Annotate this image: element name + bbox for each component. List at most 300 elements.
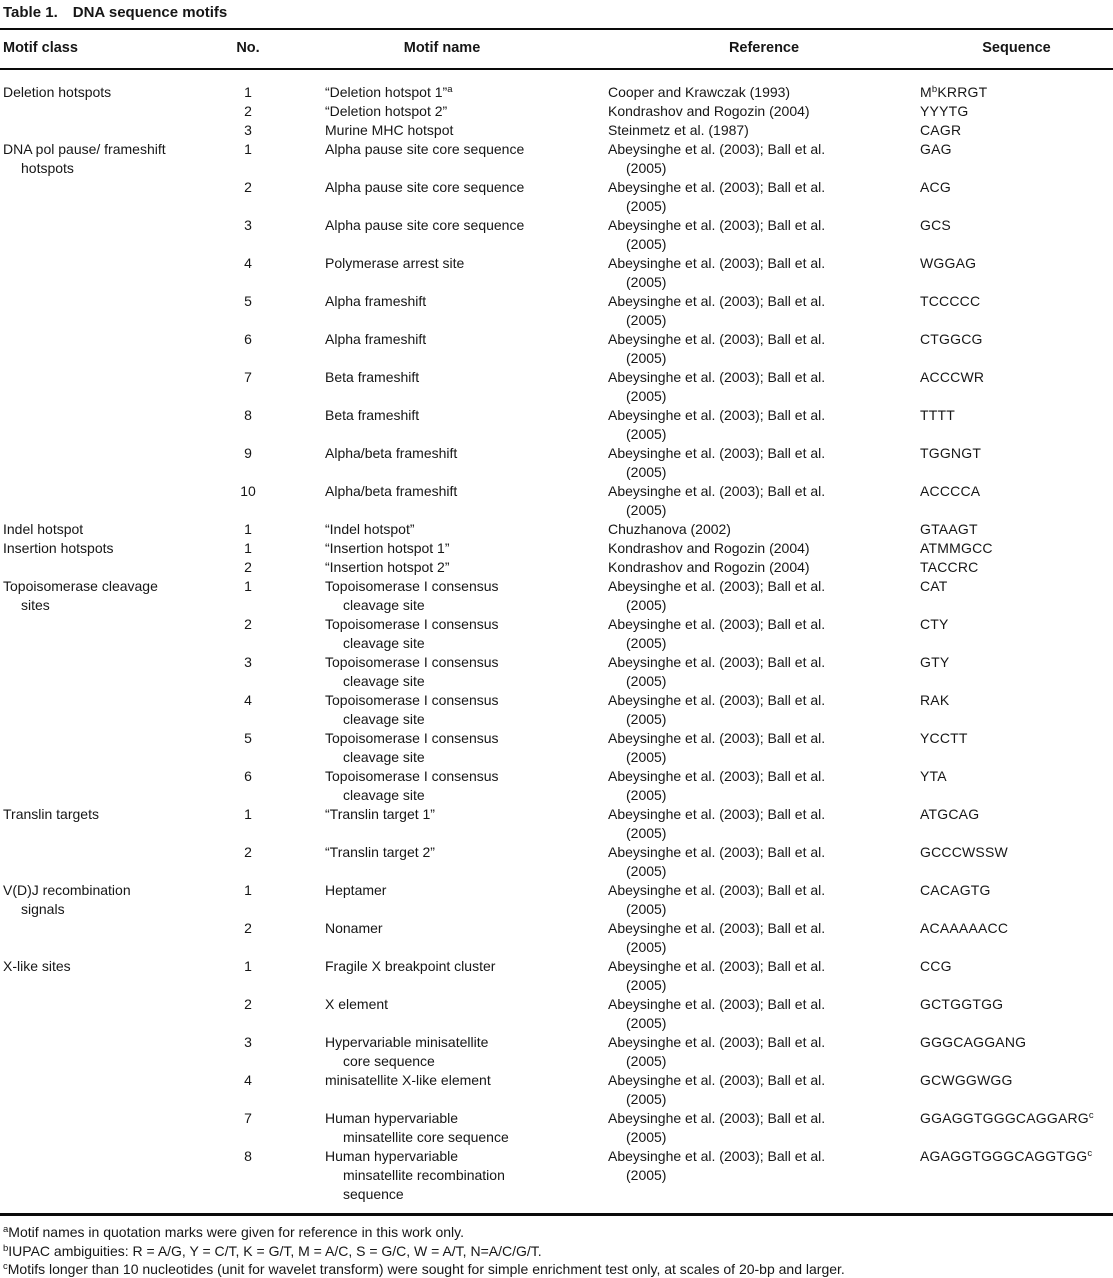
motif-name-line: Alpha pause site core sequence — [325, 179, 525, 195]
cell-sequence: GCS — [920, 217, 951, 233]
cell-reference — [608, 995, 920, 1033]
reference-line: Abeysinghe et al. (2003); Ball et al. — [608, 255, 826, 271]
cell-no: 1 — [244, 882, 252, 898]
cell-reference — [608, 558, 920, 577]
reference-line: Chuzhanova (2002) — [608, 521, 731, 537]
cell-sequence: GCCCWSSW — [920, 844, 1008, 860]
table-row — [220, 140, 1113, 178]
cell-reference — [608, 919, 920, 957]
cell-no: 6 — [244, 768, 252, 784]
table-group — [0, 805, 1113, 881]
motif-name-line: “Indel hotspot” — [325, 521, 415, 537]
table-row — [220, 653, 1113, 691]
motif-class-line: signals — [21, 901, 65, 917]
cell-reference — [608, 691, 920, 729]
reference-line: (2005) — [626, 787, 667, 803]
cell-motif-name — [276, 406, 608, 444]
table-row — [220, 1109, 1113, 1147]
cell-sequence: ACCCWR — [920, 369, 985, 385]
cell-no: 3 — [244, 1034, 252, 1050]
motif-name-line: Hypervariable minisatellite — [325, 1034, 489, 1050]
table-row — [220, 121, 1113, 140]
cell-sequence: GTY — [920, 654, 950, 670]
reference-line: Abeysinghe et al. (2003); Ball et al. — [608, 578, 826, 594]
cell-no: 8 — [244, 407, 252, 423]
table-row — [220, 577, 1113, 615]
reference-line: Abeysinghe et al. (2003); Ball et al. — [608, 692, 826, 708]
col-header-reference: Reference — [728, 40, 800, 56]
reference-line: (2005) — [626, 274, 667, 290]
reference-line: (2005) — [626, 977, 667, 993]
cell-sequence: CAGR — [920, 122, 962, 138]
table-row — [220, 881, 1113, 919]
cell-no: 1 — [244, 84, 252, 100]
motif-name-line: minisatellite X-like element — [325, 1072, 491, 1088]
motif-name-line: “Insertion hotspot 2” — [325, 559, 450, 575]
cell-reference — [608, 292, 920, 330]
cell-no: 2 — [244, 103, 252, 119]
motif-name-line: Beta frameshift — [325, 407, 420, 423]
cell-motif-name — [276, 1147, 608, 1204]
motif-name-line: X element — [325, 996, 389, 1012]
cell-no: 3 — [244, 654, 252, 670]
cell-no: 2 — [244, 179, 252, 195]
footnote-marker: a — [3, 1224, 9, 1235]
cell-no: 5 — [244, 293, 252, 309]
cell-motif-class — [0, 140, 220, 520]
cell-motif-name — [276, 691, 608, 729]
reference-line: Abeysinghe et al. (2003); Ball et al. — [608, 730, 826, 746]
reference-line: Abeysinghe et al. (2003); Ball et al. — [608, 217, 826, 233]
motif-name-line: Alpha frameshift — [325, 293, 427, 309]
cell-sequence: ACAAAAACC — [920, 920, 1009, 936]
cell-no: 2 — [244, 559, 252, 575]
reference-line: Steinmetz et al. (1987) — [608, 122, 749, 138]
reference-line: Abeysinghe et al. (2003); Ball et al. — [608, 806, 826, 822]
footnote: $^b$IUPAC ambiguities: R = A/G, Y = C/T, K = G/T, M = A/C, S = G/C, W = A/T, N=A/C/G/T. — [3, 1242, 542, 1259]
table-row — [220, 767, 1113, 805]
motif-name-line: Human hypervariable — [325, 1110, 459, 1126]
motif-name-line: cleavage site — [343, 635, 425, 651]
table-group — [0, 520, 1113, 539]
table-title-text: DNA sequence motifs — [72, 4, 228, 21]
cell-motif-class — [0, 805, 220, 881]
table-group — [0, 881, 1113, 957]
cell-motif-name — [276, 919, 608, 957]
cell-motif-name — [276, 121, 608, 140]
cell-sequence: GAG — [920, 141, 952, 157]
col-header-no: No. — [236, 40, 260, 56]
table-body — [0, 70, 1113, 1204]
motif-name-line: “Translin target 2” — [325, 844, 435, 860]
motif-class-line: DNA pol pause/ frameshift — [3, 141, 166, 157]
cell-motif-name — [276, 520, 608, 539]
cell-reference — [608, 577, 920, 615]
cell-sequence: YYYTG — [920, 103, 969, 119]
motif-name-line: Alpha pause site core sequence — [325, 141, 525, 157]
cell-no: 3 — [244, 122, 252, 138]
table-row — [220, 83, 1113, 102]
cell-no: 1 — [244, 806, 252, 822]
reference-line: Abeysinghe et al. (2003); Ball et al. — [608, 920, 826, 936]
cell-sequence: CTY — [920, 616, 949, 632]
cell-sequence: CCG — [920, 958, 952, 974]
group-rows — [220, 805, 1113, 881]
table-row — [220, 1071, 1113, 1109]
cell-reference — [608, 216, 920, 254]
table-group — [0, 577, 1113, 805]
cell-motif-name — [276, 805, 608, 843]
cell-sequence: TTTT — [920, 407, 956, 423]
cell-reference — [608, 1109, 920, 1147]
table-title — [0, 0, 1113, 28]
motif-name-line: “Insertion hotspot 1” — [325, 540, 450, 556]
cell-no: 1 — [244, 540, 252, 556]
motif-name-line: Topoisomerase I consensus — [325, 616, 499, 632]
cell-reference — [608, 121, 920, 140]
cell-motif-class — [0, 83, 220, 140]
cell-motif-name — [276, 558, 608, 577]
cell-no: 2 — [244, 844, 252, 860]
cell-no: 3 — [244, 217, 252, 233]
cell-sequence: TACCRC — [920, 559, 979, 575]
cell-motif-name — [276, 767, 608, 805]
cell-reference — [608, 520, 920, 539]
cell-no: 6 — [244, 331, 252, 347]
reference-line: Abeysinghe et al. (2003); Ball et al. — [608, 996, 826, 1012]
motif-name-line: Topoisomerase I consensus — [325, 768, 499, 784]
motif-class-line: Indel hotspot — [3, 521, 84, 537]
cell-no: 4 — [244, 1072, 252, 1088]
reference-line: (2005) — [626, 388, 667, 404]
table-group — [0, 957, 1113, 1204]
motif-name-line: sequence — [343, 1186, 404, 1202]
cell-reference — [608, 1147, 920, 1204]
motif-class-line: X-like sites — [3, 958, 71, 974]
motif-name-line: Topoisomerase I consensus — [325, 654, 499, 670]
cell-motif-name — [276, 881, 608, 919]
cell-sequence: AGAGGTGGGCAGGTGG$^c$ — [920, 1148, 1093, 1164]
cell-reference — [608, 539, 920, 558]
reference-line: (2005) — [626, 939, 667, 955]
table-row — [220, 558, 1113, 577]
reference-line: (2005) — [626, 160, 667, 176]
table-row — [220, 292, 1113, 330]
motif-name-line: Alpha frameshift — [325, 331, 427, 347]
cell-motif-name — [276, 615, 608, 653]
cell-sequence: ACCCCA — [920, 483, 981, 499]
cell-motif-name — [276, 653, 608, 691]
reference-line: (2005) — [626, 825, 667, 841]
motif-name-line: Alpha pause site core sequence — [325, 217, 525, 233]
cell-motif-name — [276, 957, 608, 995]
cell-motif-class — [0, 520, 220, 539]
footnote-marker: b — [3, 1242, 9, 1254]
cell-no: 4 — [244, 692, 252, 708]
motif-name-line: Alpha/beta frameshift — [325, 445, 458, 461]
cell-sequence: WGGAG — [920, 255, 977, 271]
cell-reference — [608, 653, 920, 691]
footnote: $^c$Motifs longer than 10 nucleotides (unit for wavelet transform) were sought for simple enrichment test only, at scales of 20-bp and larger. — [3, 1261, 845, 1277]
cell-motif-name — [276, 1071, 608, 1109]
reference-line: (2005) — [626, 863, 667, 879]
cell-no: 9 — [244, 445, 252, 461]
table-row — [220, 444, 1113, 482]
cell-no: 4 — [244, 255, 252, 271]
superscript-marker: c — [1087, 1148, 1093, 1159]
cell-sequence: CACAGTG — [920, 882, 991, 898]
cell-no: 1 — [244, 958, 252, 974]
reference-line: (2005) — [626, 597, 667, 613]
reference-line: Kondrashov and Rogozin (2004) — [608, 103, 810, 119]
reference-line: (2005) — [626, 749, 667, 765]
cell-motif-name — [276, 254, 608, 292]
cell-sequence: GGGCAGGANG — [920, 1034, 1027, 1050]
group-rows — [220, 520, 1113, 539]
table-row — [220, 368, 1113, 406]
motif-class-line: Deletion hotspots — [3, 84, 112, 100]
col-header-motif-class: Motif class — [3, 40, 78, 56]
reference-line: (2005) — [626, 464, 667, 480]
cell-reference — [608, 729, 920, 767]
motif-name-line: cleavage site — [343, 711, 425, 727]
motif-name-line: cleavage site — [343, 787, 425, 803]
cell-motif-name — [276, 1033, 608, 1071]
reference-line: Abeysinghe et al. (2003); Ball et al. — [608, 483, 826, 499]
cell-sequence: ATGCAG — [920, 806, 980, 822]
reference-line: Abeysinghe et al. (2003); Ball et al. — [608, 369, 826, 385]
cell-reference — [608, 881, 920, 919]
cell-sequence: CTGGCG — [920, 331, 983, 347]
table-row — [220, 729, 1113, 767]
cell-motif-name — [276, 843, 608, 881]
motif-name-line: “Translin target 1” — [325, 806, 435, 822]
motif-name-line: cleavage site — [343, 597, 425, 613]
cell-reference — [608, 140, 920, 178]
table-row — [220, 254, 1113, 292]
footnote-marker: c — [3, 1261, 8, 1272]
cell-reference — [608, 615, 920, 653]
table-group — [0, 539, 1113, 577]
superscript-marker: b — [931, 84, 938, 95]
reference-line: Abeysinghe et al. (2003); Ball et al. — [608, 768, 826, 784]
col-header-motif-name: Motif name — [403, 40, 481, 56]
table-row — [220, 919, 1113, 957]
cell-no: 10 — [240, 483, 256, 499]
table-row — [220, 482, 1113, 520]
cell-no: 1 — [244, 521, 252, 537]
cell-motif-name — [276, 1109, 608, 1147]
reference-line: (2005) — [626, 635, 667, 651]
motif-class-line: V(D)J recombination — [3, 882, 131, 898]
table-row — [220, 1033, 1113, 1071]
cell-sequence: RAK — [920, 692, 950, 708]
group-rows — [220, 957, 1113, 1204]
reference-line: (2005) — [626, 1053, 667, 1069]
table-row — [220, 691, 1113, 729]
group-rows — [220, 539, 1113, 577]
motif-name-line: “Deletion hotspot 2” — [325, 103, 448, 119]
reference-line: Abeysinghe et al. (2003); Ball et al. — [608, 654, 826, 670]
reference-line: (2005) — [626, 1091, 667, 1107]
cell-reference — [608, 1071, 920, 1109]
cell-motif-class — [0, 957, 220, 1204]
reference-line: (2005) — [626, 236, 667, 252]
cell-motif-name — [276, 444, 608, 482]
reference-line: (2005) — [626, 426, 667, 442]
motif-name-line: Human hypervariable — [325, 1148, 459, 1164]
reference-line: (2005) — [626, 198, 667, 214]
cell-motif-name — [276, 368, 608, 406]
reference-line: Cooper and Krawczak (1993) — [608, 84, 791, 100]
reference-line: Abeysinghe et al. (2003); Ball et al. — [608, 407, 826, 423]
motif-name-line: “Deletion hotspot 1”$^a$ — [325, 84, 453, 100]
reference-line: (2005) — [626, 1015, 667, 1031]
cell-sequence: ATMMGCC — [920, 540, 993, 556]
table-group — [0, 140, 1113, 520]
cell-motif-class — [0, 539, 220, 577]
motif-class-line: Insertion hotspots — [3, 540, 114, 556]
reference-line: Abeysinghe et al. (2003); Ball et al. — [608, 1034, 826, 1050]
motif-name-line: Beta frameshift — [325, 369, 420, 385]
cell-sequence: $M^bKRRGT$ — [920, 84, 988, 100]
reference-line: (2005) — [626, 673, 667, 689]
cell-reference — [608, 178, 920, 216]
motif-class-line: hotspots — [21, 160, 74, 176]
motif-name-line: Topoisomerase I consensus — [325, 692, 499, 708]
cell-no: 2 — [244, 920, 252, 936]
motif-name-line: Fragile X breakpoint cluster — [325, 958, 496, 974]
table-row — [220, 216, 1113, 254]
cell-no: 1 — [244, 141, 252, 157]
superscript-marker: c — [1088, 1110, 1094, 1121]
footnote: $^a$Motif names in quotation marks were given for reference in this work only. — [3, 1224, 465, 1240]
footnotes — [0, 1216, 1113, 1278]
group-rows — [220, 881, 1113, 957]
cell-reference — [608, 482, 920, 520]
motif-name-line: cleavage site — [343, 673, 425, 689]
motif-name-line: Murine MHC hotspot — [325, 122, 454, 138]
cell-no: 7 — [244, 1110, 252, 1126]
motif-class-line: Topoisomerase cleavage — [3, 578, 158, 594]
reference-line: Abeysinghe et al. (2003); Ball et al. — [608, 1110, 826, 1126]
table-row — [220, 957, 1113, 995]
table-row — [220, 406, 1113, 444]
motif-name-line: minsatellite recombination — [343, 1167, 505, 1183]
reference-line: Abeysinghe et al. (2003); Ball et al. — [608, 616, 826, 632]
reference-line: Abeysinghe et al. (2003); Ball et al. — [608, 141, 826, 157]
cell-motif-name — [276, 216, 608, 254]
group-rows — [220, 83, 1113, 140]
cell-reference — [608, 767, 920, 805]
cell-reference — [608, 102, 920, 121]
reference-line: (2005) — [626, 711, 667, 727]
cell-no: 7 — [244, 369, 252, 385]
cell-reference — [608, 843, 920, 881]
cell-motif-name — [276, 330, 608, 368]
motif-name-line: Topoisomerase I consensus — [325, 730, 499, 746]
superscript-marker: a — [447, 84, 453, 95]
motif-name-line: Nonamer — [325, 920, 383, 936]
cell-sequence: GCWGGWGG — [920, 1072, 1013, 1088]
table-row — [220, 1147, 1113, 1204]
reference-line: (2005) — [626, 312, 667, 328]
cell-reference — [608, 444, 920, 482]
motif-name-line: core sequence — [343, 1053, 435, 1069]
motif-class-line: sites — [21, 597, 50, 613]
cell-motif-class — [0, 577, 220, 805]
table-row — [220, 995, 1113, 1033]
reference-line: (2005) — [626, 502, 667, 518]
table-title-label: Table 1. — [3, 4, 58, 21]
reference-line: (2005) — [626, 901, 667, 917]
reference-line: Abeysinghe et al. (2003); Ball et al. — [608, 331, 826, 347]
cell-reference — [608, 805, 920, 843]
cell-sequence: GCTGGTGG — [920, 996, 1004, 1012]
reference-line: Abeysinghe et al. (2003); Ball et al. — [608, 445, 826, 461]
cell-sequence: TGGNGT — [920, 445, 982, 461]
reference-line: Abeysinghe et al. (2003); Ball et al. — [608, 293, 826, 309]
cell-motif-name — [276, 140, 608, 178]
cell-sequence: ACG — [920, 179, 951, 195]
cell-motif-name — [276, 292, 608, 330]
table-row — [220, 843, 1113, 881]
motif-name-line: Heptamer — [325, 882, 387, 898]
cell-reference — [608, 406, 920, 444]
table-header-row — [0, 30, 1113, 68]
motif-class-line: Translin targets — [3, 806, 99, 822]
cell-sequence: YTA — [920, 768, 947, 784]
cell-motif-name — [276, 995, 608, 1033]
cell-motif-name — [276, 729, 608, 767]
cell-motif-name — [276, 178, 608, 216]
table-row — [220, 178, 1113, 216]
table-row — [220, 539, 1113, 558]
table-row — [220, 102, 1113, 121]
cell-no: 2 — [244, 996, 252, 1012]
reference-line: Abeysinghe et al. (2003); Ball et al. — [608, 179, 826, 195]
reference-line: Abeysinghe et al. (2003); Ball et al. — [608, 1148, 826, 1164]
cell-no: 5 — [244, 730, 252, 746]
table-row — [220, 520, 1113, 539]
reference-line: Kondrashov and Rogozin (2004) — [608, 559, 810, 575]
reference-line: (2005) — [626, 350, 667, 366]
reference-line: Abeysinghe et al. (2003); Ball et al. — [608, 882, 826, 898]
cell-reference — [608, 1033, 920, 1071]
cell-sequence: YCCTT — [920, 730, 968, 746]
cell-motif-name — [276, 102, 608, 121]
cell-no: 1 — [244, 578, 252, 594]
cell-motif-name — [276, 539, 608, 558]
table-row — [220, 615, 1113, 653]
cell-sequence: GGAGGTGGGCAGGARG$^c$ — [920, 1110, 1094, 1126]
cell-motif-name — [276, 577, 608, 615]
motif-name-line: Alpha/beta frameshift — [325, 483, 458, 499]
group-rows — [220, 577, 1113, 805]
table-row — [220, 330, 1113, 368]
cell-motif-name — [276, 83, 608, 102]
cell-sequence: GTAAGT — [920, 521, 978, 537]
table-row — [220, 805, 1113, 843]
reference-line: Abeysinghe et al. (2003); Ball et al. — [608, 1072, 826, 1088]
cell-no: 8 — [244, 1148, 252, 1164]
motif-name-line: cleavage site — [343, 749, 425, 765]
cell-reference — [608, 83, 920, 102]
cell-sequence: TCCCCC — [920, 293, 981, 309]
motif-name-line: Polymerase arrest site — [325, 255, 465, 271]
reference-line: Kondrashov and Rogozin (2004) — [608, 540, 810, 556]
motif-name-line: Topoisomerase I consensus — [325, 578, 499, 594]
